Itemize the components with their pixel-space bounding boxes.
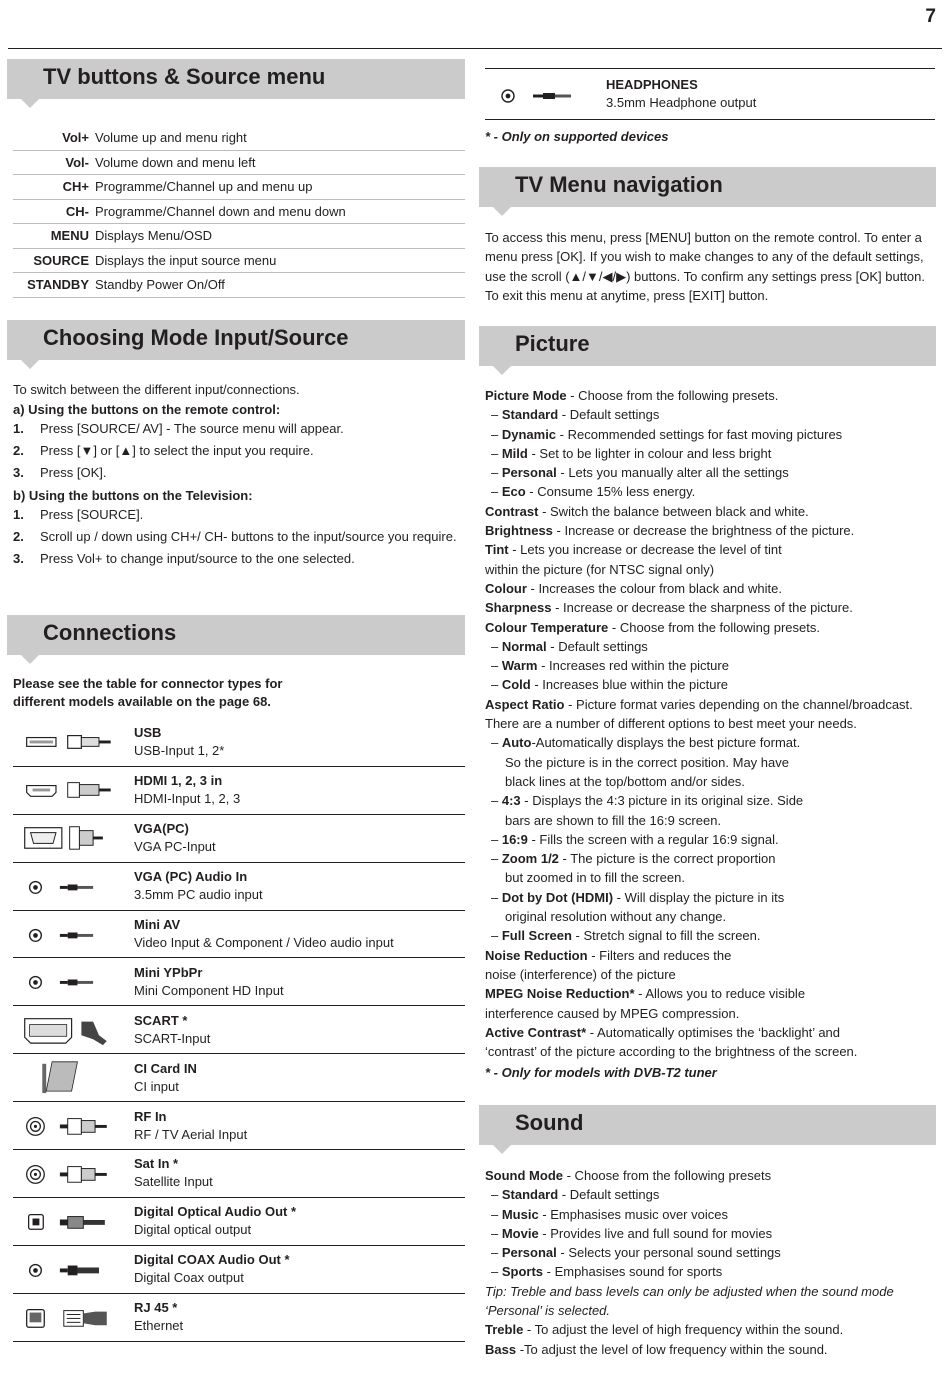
setting-name: Music (501, 1206, 539, 1222)
setting-line (485, 753, 935, 772)
setting-line (485, 1004, 935, 1023)
setting-line (485, 984, 935, 1003)
section-header-connections (7, 615, 465, 655)
setting-description: - Lets you increase or decrease the level of tint (508, 542, 782, 558)
step-number: 1. (13, 421, 24, 436)
setting-line (485, 579, 935, 598)
setting-description: - Choose from the following presets. (566, 388, 779, 403)
dash: – (491, 793, 502, 809)
dash: – (491, 426, 502, 442)
connection-text (134, 964, 284, 1000)
dash: – (491, 889, 502, 905)
setting-description: - Lets you manually alter all the settings (556, 465, 789, 481)
setting-description: - Choose from the following presets. (608, 619, 820, 635)
setting-name: Full Screen (501, 928, 572, 944)
setting-description: - Will display the picture in its (613, 889, 785, 905)
connection-row (13, 815, 465, 863)
setting-line (485, 772, 935, 791)
setting-description: -Automatically displays the best picture format. (531, 735, 801, 751)
dash: – (491, 831, 502, 847)
connection-text (134, 724, 224, 760)
setting-name: Picture Mode (485, 388, 567, 403)
connection-title: RF In (134, 1108, 167, 1124)
setting-line (485, 868, 935, 887)
connection-row (13, 911, 465, 959)
section-title: Connections (43, 620, 177, 645)
step-item (13, 419, 461, 439)
section-title: Choosing Mode Input/Source (43, 325, 349, 350)
connection-text (134, 1299, 183, 1335)
connection-text (134, 1155, 213, 1191)
setting-description: - Default settings (546, 638, 648, 654)
button-row (13, 175, 465, 200)
connection-row (13, 958, 465, 1006)
setting-description: - Set to be lighter in colour and less bright (527, 445, 772, 461)
step-item (13, 549, 461, 569)
step-number: 1. (13, 507, 24, 522)
setting-line (485, 1042, 935, 1061)
connection-title: Mini YPbPr (134, 964, 203, 980)
connection-text (134, 1012, 210, 1048)
connection-subtitle: HDMI-Input 1, 2, 3 (134, 791, 241, 807)
button-key: STANDBY (27, 277, 89, 293)
setting-description: - Emphasises sound for sports (543, 1264, 723, 1280)
dash: – (491, 407, 502, 423)
connection-subtitle: Digital Coax output (134, 1270, 244, 1286)
setting-description: There are a number of different options to best meet your needs. (485, 716, 857, 732)
setting-name: Normal (501, 638, 547, 654)
setting-line (485, 1262, 935, 1281)
setting-line (485, 637, 935, 656)
setting-line (485, 830, 935, 849)
setting-name: Zoom 1/2 (501, 851, 559, 867)
setting-name: 16:9 (501, 831, 528, 847)
setting-name: Warm (501, 658, 538, 674)
button-description: Displays Menu/OSD (95, 228, 213, 244)
tv-heading: b) Using the buttons on the Television: (13, 487, 253, 503)
setting-name: Dot by Dot (HDMI) (501, 889, 614, 905)
setting-name: Brightness (485, 523, 553, 539)
connection-subtitle: Video Input & Component / Video audio input (134, 935, 394, 950)
connection-title: Digital Optical Audio Out * (134, 1204, 297, 1220)
setting-description: - Provides live and full sound for movies (538, 1225, 773, 1241)
setting-line (485, 695, 935, 714)
sound-settings (485, 1166, 935, 1359)
headphone-jack-icon (485, 69, 606, 119)
tv-steps (13, 505, 461, 569)
setting-line (485, 888, 935, 907)
setting-name: Colour (485, 580, 527, 596)
setting-description: - Selects your personal sound settings (556, 1245, 781, 1261)
connection-text (134, 772, 240, 808)
setting-description: ‘contrast’ of the picture according to the brightness of the screen. (485, 1044, 858, 1060)
scart-connector-icon (13, 1006, 134, 1053)
setting-description: bars are shown to fill the 16:9 screen. (505, 812, 722, 828)
connection-text (134, 1108, 247, 1144)
step-item (13, 441, 461, 461)
setting-description: - Increases red within the picture (537, 658, 729, 674)
setting-line (485, 714, 935, 733)
setting-description: - Increase or decrease the brightness of the picture. (552, 523, 855, 539)
dash: – (491, 1264, 502, 1280)
section-header-tv-buttons (7, 59, 465, 99)
connection-subtitle: 3.5mm PC audio input (134, 887, 263, 903)
setting-line (485, 560, 935, 579)
tv-buttons-table (13, 126, 465, 298)
setting-name: Aspect Ratio (485, 696, 565, 712)
connection-row (13, 1198, 465, 1246)
menu-navigation-text: To access this menu, press [MENU] button on the remote control. To enter a menu press [OK]. If you wish to make changes to any of the default settings, use the scroll (▲/▼/◀/▶) buttons. To confirm any settings press [OK] button. To exit this menu at anytime, press [EXIT] button. (485, 230, 926, 303)
connection-subtitle: RF / TV Aerial Input (134, 1126, 248, 1142)
setting-line (485, 444, 935, 463)
dash: – (491, 1225, 502, 1241)
step-text: Press Vol+ to change input/source to the one selected. (40, 551, 355, 566)
setting-line (485, 849, 935, 868)
setting-name: Personal (501, 465, 557, 481)
headphones-sub: 3.5mm Headphone output (606, 95, 757, 110)
rj45-connector-icon (13, 1294, 134, 1341)
connection-subtitle: Mini Component HD Input (134, 982, 284, 998)
top-rule (8, 48, 942, 49)
setting-name: Standard (501, 407, 559, 423)
headphones-row (485, 68, 935, 120)
setting-line (485, 386, 935, 405)
setting-name: Personal (501, 1245, 557, 1261)
setting-description: - Stretch signal to fill the screen. (571, 928, 761, 944)
button-row (13, 224, 465, 249)
setting-description: original resolution without any change. (505, 909, 727, 925)
setting-line (485, 425, 935, 444)
dash: – (491, 851, 502, 867)
setting-description: black lines at the top/bottom and/or sides. (505, 773, 745, 789)
button-description: Standby Power On/Off (95, 277, 225, 293)
connection-subtitle: Digital optical output (134, 1222, 252, 1238)
setting-line (485, 521, 935, 540)
setting-line (485, 1340, 935, 1359)
setting-line (485, 907, 935, 926)
setting-name: Noise Reduction (485, 947, 588, 963)
button-row (13, 200, 465, 225)
step-item (13, 463, 461, 483)
step-item (13, 505, 461, 525)
setting-name: Cold (501, 677, 531, 693)
setting-description: -To adjust the level of low frequency within the sound. (516, 1341, 828, 1357)
step-number: 3. (13, 551, 24, 566)
setting-name: Sharpness (485, 600, 552, 616)
setting-description: within the picture (for NTSC signal only) (485, 561, 715, 577)
connection-subtitle: Ethernet (134, 1318, 184, 1334)
section-title: TV buttons & Source menu (43, 64, 326, 89)
button-row (13, 151, 465, 176)
connection-title: VGA(PC) (134, 821, 189, 837)
setting-name: Tint (485, 542, 509, 558)
vga-connector-icon (13, 815, 134, 862)
setting-line (485, 463, 935, 482)
connection-row (13, 719, 465, 767)
button-key: MENU (50, 228, 89, 244)
button-description: Volume down and menu left (95, 154, 256, 170)
setting-name: Treble (485, 1322, 524, 1338)
dash: – (491, 1206, 502, 1222)
jack-connector-icon (13, 958, 134, 1005)
connection-subtitle: SCART-Input (134, 1030, 211, 1046)
setting-line (485, 965, 935, 984)
dvb-note: * - Only for models with DVB-T2 tuner (485, 1065, 717, 1081)
setting-description: - Automatically optimises the ‘backlight’ and (586, 1024, 841, 1040)
connection-row (13, 1006, 465, 1054)
dash: – (491, 1187, 502, 1203)
connection-row (13, 1246, 465, 1294)
hdmi-connector-icon (13, 767, 134, 814)
connection-subtitle: CI input (134, 1078, 179, 1094)
button-description: Volume up and menu right (95, 130, 247, 146)
usb-connector-icon (13, 719, 134, 766)
dash: – (491, 484, 502, 500)
setting-description: - Default settings (558, 1187, 660, 1203)
setting-name: Dynamic (501, 426, 557, 442)
setting-name: Standard (501, 1187, 559, 1203)
setting-description: - Displays the 4:3 picture in its original size. Side (520, 793, 804, 809)
connection-title: RJ 45 * (134, 1300, 178, 1316)
setting-line (485, 811, 935, 830)
setting-line (485, 598, 935, 617)
setting-name: Sports (501, 1264, 544, 1280)
button-row (13, 126, 465, 151)
setting-line (485, 405, 935, 424)
dash: – (491, 1245, 502, 1261)
picture-settings (485, 386, 935, 1083)
connection-title: USB (134, 725, 162, 741)
setting-description: - Increase or decrease the sharpness of the picture. (551, 600, 853, 616)
setting-description: - Emphasises music over voices (538, 1206, 728, 1222)
button-row (13, 249, 465, 274)
coax-connector-icon (13, 1102, 134, 1149)
button-key: Vol+ (62, 130, 89, 146)
connection-text (134, 1251, 290, 1287)
setting-name: Bass (485, 1341, 517, 1357)
setting-line (485, 1243, 935, 1262)
ci-card-icon (13, 1054, 134, 1101)
connection-subtitle: Satellite Input (134, 1174, 213, 1190)
dash: – (491, 735, 502, 751)
setting-name: Contrast (485, 503, 539, 519)
dash: – (491, 638, 502, 654)
setting-name: Active Contrast* (485, 1024, 587, 1040)
connection-text (134, 1060, 197, 1096)
setting-description: - Consume 15% less energy. (525, 484, 696, 500)
setting-name: MPEG Noise Reduction* (485, 986, 635, 1002)
connections-intro: Please see the table for connector types for different models available on the page 68. (13, 676, 283, 709)
dash: – (491, 465, 502, 481)
setting-line (485, 1185, 935, 1204)
connection-row (13, 1150, 465, 1198)
setting-description: - Recommended settings for fast moving pictures (556, 426, 843, 442)
setting-name: Sound Mode (485, 1168, 563, 1183)
rca-connector-icon (13, 1246, 134, 1293)
setting-name: Auto (501, 735, 532, 751)
setting-line (485, 946, 935, 965)
setting-line (485, 1166, 935, 1185)
supported-devices-note: * - Only on supported devices (485, 129, 669, 144)
connection-title: Mini AV (134, 917, 181, 932)
step-text: Press [OK]. (40, 465, 107, 480)
connection-row (13, 1054, 465, 1102)
connection-row (13, 767, 465, 815)
sound-tip-line: ‘Personal’ is selected. (485, 1303, 611, 1319)
connection-title: Sat In * (134, 1156, 179, 1172)
setting-description: - The picture is the correct proportion (558, 851, 776, 867)
setting-description: - To adjust the level of high frequency within the sound. (523, 1322, 844, 1338)
setting-line (485, 1023, 935, 1042)
section-header-picture (479, 326, 936, 366)
section-title: Picture (515, 331, 590, 356)
connection-row (13, 1294, 465, 1342)
setting-description: - Picture format varies depending on the channel/broadcast. (564, 696, 913, 712)
remote-steps (13, 419, 461, 483)
setting-description: but zoomed in to fill the screen. (505, 870, 685, 886)
button-key: SOURCE (33, 252, 89, 268)
section-title: Sound (515, 1110, 584, 1135)
connection-title: Digital COAX Audio Out * (134, 1252, 290, 1268)
setting-description: - Default settings (558, 407, 660, 423)
setting-name: Movie (501, 1225, 539, 1241)
connection-text (134, 868, 263, 904)
connection-text (134, 1203, 296, 1239)
setting-line (485, 656, 935, 675)
setting-line (485, 502, 935, 521)
button-description: Displays the input source menu (95, 252, 277, 268)
dash: – (491, 658, 502, 674)
connection-row (13, 1102, 465, 1150)
step-number: 2. (13, 529, 24, 544)
coax-connector-icon (13, 1150, 134, 1197)
section-header-sound (479, 1105, 936, 1145)
connection-subtitle: VGA PC-Input (134, 839, 216, 855)
connection-subtitle: USB-Input 1, 2* (134, 743, 225, 759)
setting-description: - Allows you to reduce visible (634, 986, 806, 1002)
intro-text: To switch between the different input/connections. (13, 382, 300, 397)
section-title: TV Menu navigation (515, 172, 723, 197)
button-row (13, 273, 465, 298)
setting-description: - Switch the balance between black and white. (538, 503, 809, 519)
dash: – (491, 928, 502, 944)
step-number: 2. (13, 443, 24, 458)
remote-heading: a) Using the buttons on the remote control: (13, 401, 281, 417)
setting-line (485, 733, 935, 752)
button-key: CH+ (62, 179, 89, 195)
connection-title: VGA (PC) Audio In (134, 869, 248, 885)
button-key: CH- (65, 203, 89, 219)
setting-line (485, 675, 935, 694)
setting-description: - Filters and reduces the (587, 947, 732, 963)
connection-text (134, 916, 394, 952)
headphones-title: HEADPHONES (606, 77, 698, 92)
connections-table (13, 719, 465, 1342)
step-text: Scroll up / down using CH+/ CH- buttons to the input/source you require. (40, 529, 457, 544)
step-text: Press [SOURCE]. (40, 507, 144, 522)
setting-line (485, 1205, 935, 1224)
choosing-mode-text (13, 380, 461, 571)
step-text: Press [SOURCE/ AV] - The source menu will appear. (40, 421, 344, 436)
connection-row (13, 863, 465, 911)
sound-tip-line: Tip: Treble and bass levels can only be adjusted when the sound mode (485, 1283, 894, 1299)
button-description: Programme/Channel down and menu down (95, 203, 346, 219)
connection-title: HDMI 1, 2, 3 in (134, 773, 223, 789)
setting-line (485, 618, 935, 637)
setting-description: - Increases blue within the picture (530, 677, 729, 693)
step-item (13, 527, 461, 547)
setting-description: interference caused by MPEG compression. (485, 1005, 740, 1021)
connection-title: SCART * (134, 1012, 188, 1028)
button-description: Programme/Channel up and menu up (95, 179, 313, 195)
button-key: Vol- (65, 154, 89, 170)
connection-title: CI Card IN (134, 1060, 197, 1076)
setting-name: Mild (501, 445, 528, 461)
jack-connector-icon (13, 911, 134, 958)
setting-description: So the picture is in the correct position. May have (505, 754, 789, 770)
setting-line (485, 1320, 935, 1339)
optical-connector-icon (13, 1198, 134, 1245)
step-number: 3. (13, 465, 24, 480)
setting-name: 4:3 (501, 793, 521, 809)
setting-line (485, 482, 935, 501)
setting-description: noise (interference) of the picture (485, 966, 676, 982)
setting-name: Colour Temperature (485, 619, 609, 635)
setting-description: - Choose from the following presets (563, 1168, 772, 1183)
setting-description: - Increases the colour from black and white. (526, 580, 782, 596)
setting-line (485, 540, 935, 559)
section-header-choosing-mode (7, 320, 465, 360)
section-header-menu-navigation (479, 167, 936, 207)
setting-line (485, 926, 935, 945)
jack-connector-icon (13, 863, 134, 910)
connection-text (134, 820, 216, 856)
step-text: Press [▼] or [▲] to select the input you require. (40, 443, 314, 458)
setting-name: Eco (501, 484, 526, 500)
setting-line (485, 1224, 935, 1243)
setting-description: - Fills the screen with a regular 16:9 signal. (527, 831, 779, 847)
dash: – (491, 677, 502, 693)
page-number: 7 (925, 6, 936, 27)
dash: – (491, 445, 502, 461)
setting-line (485, 791, 935, 810)
